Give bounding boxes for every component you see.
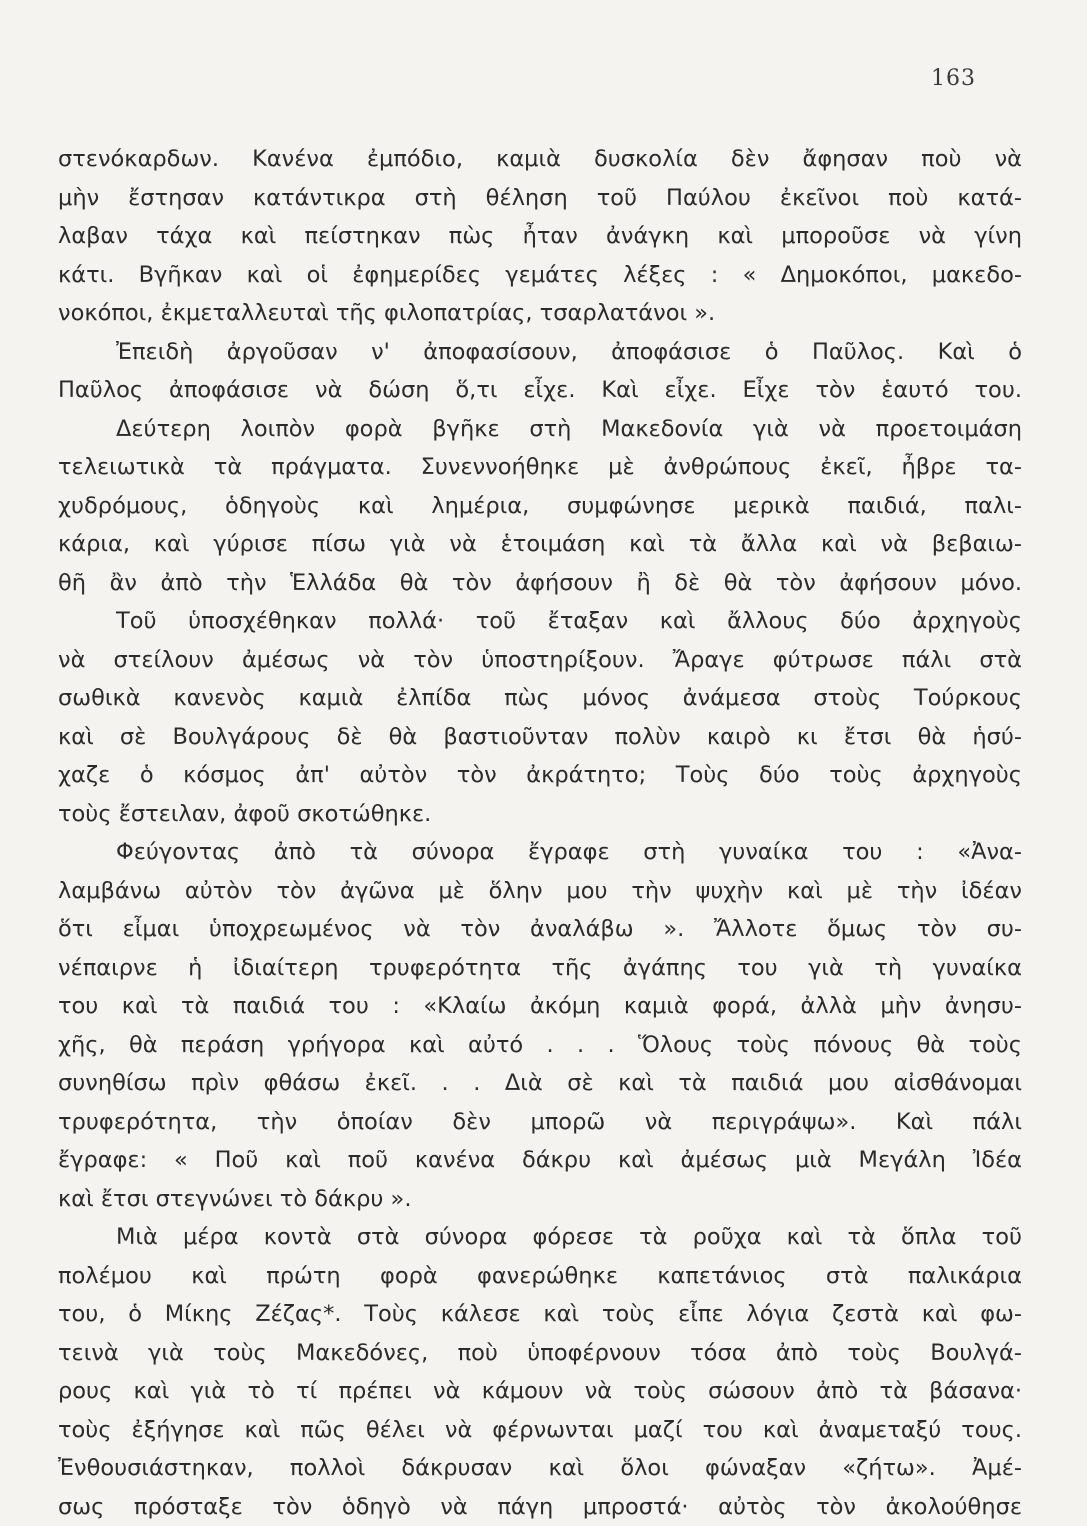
- page-number: 163: [931, 66, 976, 91]
- text-line: Μιὰ μέρα κοντὰ στὰ σύνορα φόρεσε τὰ ροῦχα καὶ τὰ ὅπλα τοῦ: [58, 1218, 1022, 1257]
- text-line: νοκόποι, ἐκμεταλλευταὶ τῆς φιλοπατρίας, τσαρλατάνοι ».: [58, 294, 1022, 333]
- text-line: χαζε ὁ κόσμος ἀπ' αὐτὸν τὸν ἀκράτητο; Τοὺς δύο τοὺς ἀρχηγοὺς: [58, 756, 1022, 795]
- text-line: σωθικὰ κανενὸς καμιὰ ἐλπίδα πὼς μόνος ἀνάμεσα στοὺς Τούρκους: [58, 679, 1022, 718]
- text-line: ρους καὶ γιὰ τὸ τί πρέπει νὰ κάμουν νὰ τοὺς σώσουν ἀπὸ τὰ βάσανα·: [58, 1372, 1022, 1411]
- text-line: συνηθίσω πρὶν φθάσω ἐκεῖ. . . Διὰ σὲ καὶ τὰ παιδιά μου αἰσθάνομαι: [58, 1064, 1022, 1103]
- text-line: Δεύτερη λοιπὸν φορὰ βγῆκε στὴ Μακεδονία γιὰ νὰ προετοιμάση: [58, 410, 1022, 449]
- text-line: στενόκαρδων. Κανένα ἐμπόδιο, καμιὰ δυσκολία δὲν ἄφησαν ποὺ νὰ: [58, 140, 1022, 179]
- text-line: Ἐνθουσιάστηκαν, πολλοὶ δάκρυσαν καὶ ὅλοι φώναξαν «ζήτω». Ἀμέ-: [58, 1449, 1022, 1488]
- text-line: του, ὁ Μίκης Ζέζας*. Τοὺς κάλεσε καὶ τοὺς εἶπε λόγια ζεστὰ καὶ φω-: [58, 1295, 1022, 1334]
- text-line: λαβαν τάχα καὶ πείστηκαν πὼς ἦταν ἀνάγκη καὶ μποροῦσε νὰ γίνη: [58, 217, 1022, 256]
- text-line: χυδρόμους, ὁδηγοὺς καὶ λημέρια, συμφώνησε μερικὰ παιδιά, παλι-: [58, 487, 1022, 526]
- text-line: καὶ σὲ Βουλγάρους δὲ θὰ βαστιοῦνταν πολὺν καιρὸ κι ἔτσι θὰ ἡσύ-: [58, 718, 1022, 757]
- text-line: μὴν ἔστησαν κατάντικρα στὴ θέληση τοῦ Παύλου ἐκεῖνοι ποὺ κατά-: [58, 179, 1022, 218]
- text-line: σως πρόσταξε τὸν ὁδηγὸ νὰ πάγη μπροστά· αὐτὸς τὸν ἀκολούθησε: [58, 1488, 1022, 1526]
- text-line: θῆ ἂν ἀπὸ τὴν Ἑλλάδα θὰ τὸν ἀφήσουν ἢ δὲ θὰ τὸν ἀφήσουν μόνο.: [58, 564, 1022, 603]
- text-line: τεινὰ γιὰ τοὺς Μακεδόνες, ποὺ ὑποφέρνουν τόσα ἀπὸ τοὺς Βουλγά-: [58, 1334, 1022, 1373]
- text-line: πολέμου καὶ πρώτη φορὰ φανερώθηκε καπετάνιος στὰ παλικάρια: [58, 1257, 1022, 1296]
- text-line: κάτι. Βγῆκαν καὶ οἱ ἐφημερίδες γεμάτες λέξες : « Δημοκόποι, μακεδο-: [58, 256, 1022, 295]
- text-line: τοὺς ἐξήγησε καὶ πῶς θέλει νὰ φέρνωνται μαζί του καὶ ἀναμεταξύ τους.: [58, 1411, 1022, 1450]
- text-line: Τοῦ ὑποσχέθηκαν πολλά· τοῦ ἔταξαν καὶ ἄλλους δύο ἀρχηγοὺς: [58, 602, 1022, 641]
- text-line: Ἐπειδὴ ἀργοῦσαν ν' ἀποφασίσουν, ἀποφάσισε ὁ Παῦλος. Καὶ ὁ: [58, 333, 1022, 372]
- text-line: του καὶ τὰ παιδιά του : «Κλαίω ἀκόμη καμιὰ φορά, ἀλλὰ μὴν ἀνησυ-: [58, 987, 1022, 1026]
- text-line: τελειωτικὰ τὰ πράγματα. Συνεννοήθηκε μὲ ἀνθρώπους ἐκεῖ, ἦβρε τα-: [58, 448, 1022, 487]
- text-line: νὰ στείλουν ἀμέσως νὰ τὸν ὑποστηρίξουν. Ἄραγε φύτρωσε πάλι στὰ: [58, 641, 1022, 680]
- text-line: τοὺς ἔστειλαν, ἀφοῦ σκοτώθηκε.: [58, 795, 1022, 834]
- text-line: κάρια, καὶ γύρισε πίσω γιὰ νὰ ἑτοιμάση καὶ τὰ ἄλλα καὶ νὰ βεβαιω-: [58, 525, 1022, 564]
- text-line: τρυφερότητα, τὴν ὁποίαν δὲν μπορῶ νὰ περιγράψω». Καὶ πάλι: [58, 1103, 1022, 1142]
- text-line: Παῦλος ἀποφάσισε νὰ δώση ὅ,τι εἶχε. Καὶ εἶχε. Εἶχε τὸν ἑαυτό του.: [58, 371, 1022, 410]
- text-line: λαμβάνω αὐτὸν τὸν ἀγῶνα μὲ ὅλην μου τὴν ψυχὴν καὶ μὲ τὴν ἰδέαν: [58, 872, 1022, 911]
- text-line: ἔγραφε: « Ποῦ καὶ ποῦ κανένα δάκρυ καὶ ἀμέσως μιὰ Μεγάλη Ἰδέα: [58, 1141, 1022, 1180]
- text-line: ὅτι εἶμαι ὑποχρεωμένος νὰ τὸν ἀναλάβω ». Ἄλλοτε ὅμως τὸν συ-: [58, 910, 1022, 949]
- body-text: [58, 140, 1022, 1526]
- text-line: Φεύγοντας ἀπὸ τὰ σύνορα ἔγραφε στὴ γυναίκα του : «Ἀνα-: [58, 833, 1022, 872]
- text-line: νέπαιρνε ἡ ἰδιαίτερη τρυφερότητα τῆς ἀγάπης του γιὰ τὴ γυναίκα: [58, 949, 1022, 988]
- text-line: καὶ ἔτσι στεγνώνει τὸ δάκρυ ».: [58, 1180, 1022, 1219]
- text-line: χῆς, θὰ περάση γρήγορα καὶ αὐτό . . . Ὅλους τοὺς πόνους θὰ τοὺς: [58, 1026, 1022, 1065]
